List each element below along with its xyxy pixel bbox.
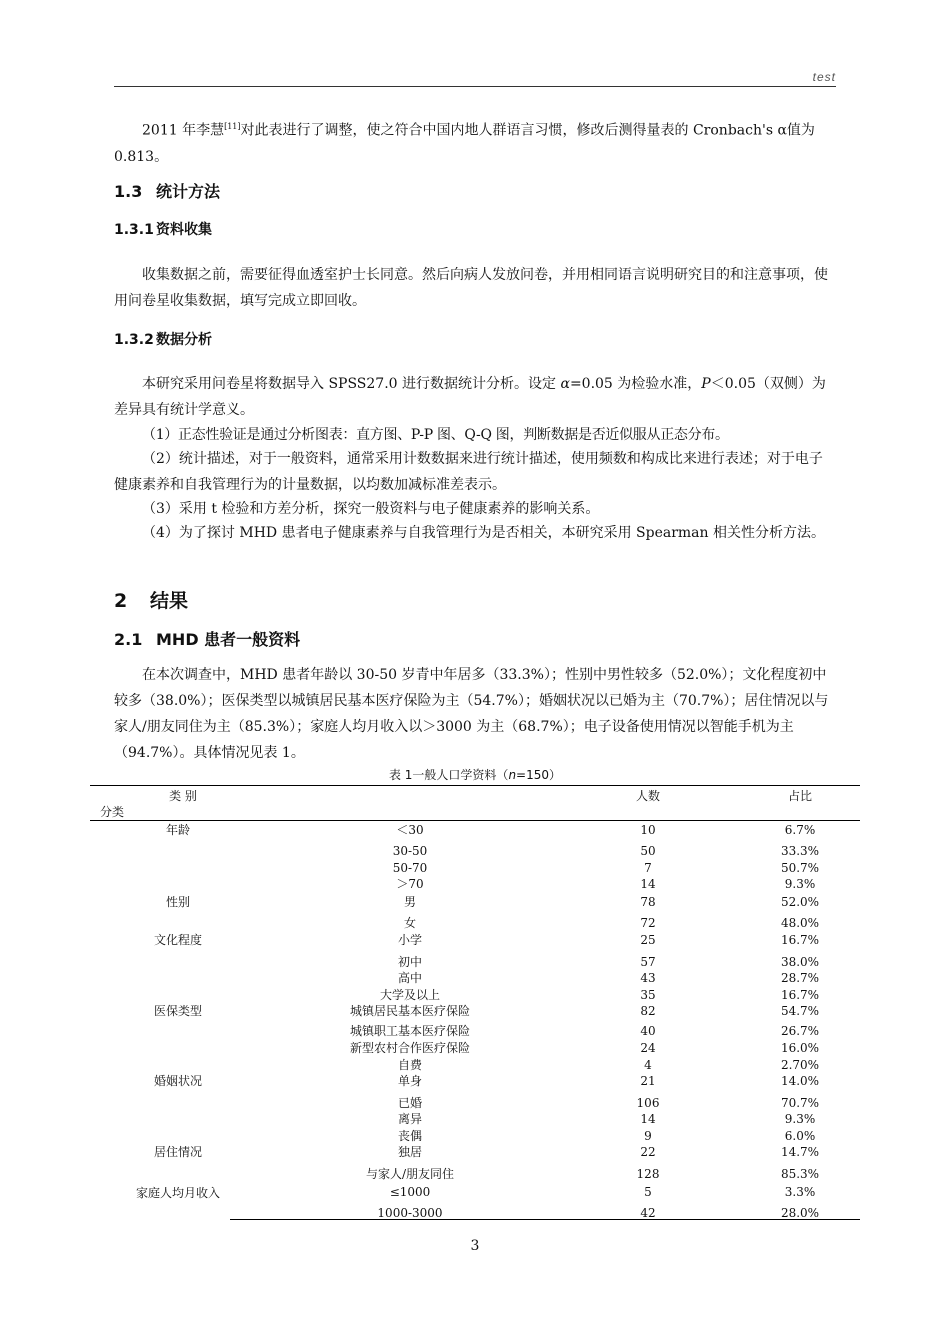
row-count: 42	[640, 1206, 656, 1220]
table-top-rule	[90, 785, 860, 786]
row-count: 82	[640, 1004, 656, 1018]
section-title: 资料收集	[156, 222, 212, 238]
citation-superscript: [11]	[224, 122, 241, 131]
row-count: 21	[640, 1074, 656, 1088]
section-title: MHD 患者一般资料	[156, 630, 301, 649]
row-count: 43	[640, 971, 656, 985]
row-label: 独居	[397, 1145, 422, 1159]
row-percent: 9.3%	[784, 877, 816, 891]
table-group-label: 性别	[165, 895, 190, 909]
caption-n: n	[508, 768, 517, 782]
table-header-count: 人数	[635, 789, 660, 803]
row-label: 自费	[397, 1058, 422, 1072]
row-label: 与家人/朋友同住	[365, 1167, 455, 1181]
running-header: test	[812, 70, 836, 84]
row-label: 30-50	[392, 844, 428, 858]
row-percent: 54.7%	[780, 1004, 820, 1018]
row-label: 50-70	[392, 861, 428, 875]
row-percent: 28.0%	[780, 1206, 820, 1220]
row-count: 72	[640, 916, 656, 930]
row-label: ＜30	[396, 823, 424, 837]
row-count: 40	[640, 1024, 656, 1038]
row-count: 14	[640, 877, 656, 891]
row-count: 128	[636, 1167, 660, 1181]
row-label: ≤1000	[389, 1185, 431, 1199]
row-label: 城镇职工基本医疗保险	[349, 1024, 470, 1038]
row-percent: 50.7%	[780, 861, 820, 875]
analysis-text-c: ＜0.05（双侧）为差异具有统计学意义。	[114, 376, 826, 418]
intro-text-a: 2011 年李慧	[142, 122, 225, 139]
row-percent: 48.0%	[780, 916, 820, 930]
row-label: 小学	[397, 933, 422, 947]
row-count: 7	[644, 861, 652, 875]
table-header-rule	[90, 820, 860, 821]
row-percent: 9.3%	[784, 1112, 816, 1126]
row-percent: 14.7%	[780, 1145, 820, 1159]
list-item-4: （4）为了探讨 MHD 患者电子健康素养与自我管理行为是否相关，本研究采用 Spearman 相关性分析方法。	[142, 525, 825, 541]
row-percent: 16.7%	[780, 988, 820, 1002]
row-percent: 6.0%	[784, 1129, 816, 1143]
row-count: 4	[644, 1058, 652, 1072]
row-count: 35	[640, 988, 656, 1002]
row-label: 初中	[397, 955, 422, 969]
table-header-ratio: 占比	[787, 789, 812, 803]
analysis-text-a: 本研究采用问卷星将数据导入 SPSS27.0 进行数据统计分析。设定	[142, 376, 561, 392]
row-percent: 33.3%	[780, 844, 820, 858]
row-count: 24	[640, 1041, 656, 1055]
row-count: 14	[640, 1112, 656, 1126]
row-count: 57	[640, 955, 656, 969]
row-percent: 16.7%	[780, 933, 820, 947]
alpha-symbol: α	[560, 376, 570, 392]
row-label: 1000-3000	[377, 1206, 443, 1220]
row-label: 丧偶	[397, 1129, 422, 1143]
p-symbol: P	[701, 376, 711, 392]
table-caption	[0, 766, 950, 783]
row-count: 9	[644, 1129, 652, 1143]
row-label: 女	[403, 916, 416, 930]
row-label: 已婚	[397, 1096, 422, 1110]
row-percent: 16.0%	[780, 1041, 820, 1055]
section-heading-1-3-1	[114, 219, 212, 239]
row-count: 50	[640, 844, 656, 858]
row-percent: 26.7%	[780, 1024, 820, 1038]
row-label: 新型农村合作医疗保险	[349, 1041, 470, 1055]
row-percent: 52.0%	[780, 895, 820, 909]
row-label: 离异	[397, 1112, 422, 1126]
intro-text-b: 对此表进行了调整，使之符合中国内地人群语言习惯，修改后测得量表的 Cronbach's α值为0.813。	[114, 122, 815, 165]
section-title: 数据分析	[156, 332, 212, 348]
row-count: 106	[636, 1096, 660, 1110]
section-title: 结果	[150, 590, 189, 612]
row-count: 22	[640, 1145, 656, 1159]
row-count: 78	[640, 895, 656, 909]
row-label: 单身	[397, 1074, 422, 1088]
section-number: 1.3	[114, 182, 143, 201]
row-percent: 85.3%	[780, 1167, 820, 1181]
table-header-category: 类 别	[169, 789, 197, 803]
table-group-label: 居住情况	[153, 1145, 202, 1159]
section-number: 2	[114, 590, 128, 612]
row-label: ＞70	[396, 877, 424, 891]
caption-suffix: =150）	[516, 768, 562, 782]
section-heading-2	[114, 586, 188, 613]
section-heading-1-3-2	[114, 329, 212, 349]
row-count: 25	[640, 933, 656, 947]
row-percent: 38.0%	[780, 955, 820, 969]
data-collection-paragraph: 收集数据之前，需要征得血透室护士长同意。然后向病人发放问卷，并用相同语言说明研究目的和注意事项，使用问卷星收集数据，填写完成立即回收。	[114, 267, 828, 309]
table-group-label: 医保类型	[153, 1004, 202, 1018]
data-analysis-paragraph	[114, 371, 836, 423]
table-group-label: 文化程度	[153, 933, 202, 947]
row-percent: 14.0%	[780, 1074, 820, 1088]
row-label: 大学及以上	[379, 988, 440, 1002]
caption-prefix: 表 1一般人口学资料（	[388, 768, 509, 782]
row-percent: 70.7%	[780, 1096, 820, 1110]
row-percent: 2.70%	[780, 1058, 820, 1072]
row-count: 10	[640, 823, 656, 837]
row-percent: 28.7%	[780, 971, 820, 985]
header-rule	[114, 86, 836, 87]
section-number: 1.3.1	[114, 222, 154, 238]
section-number: 1.3.2	[114, 332, 154, 348]
results-paragraph: 在本次调查中，MHD 患者年龄以 30-50 岁青中年居多（33.3%）；性别中男性较多（52.0%）；文化程度初中较多（38.0%）；医保类型以城镇居民基本医疗保险为主（54.7%）；婚姻状况以已婚为主（70.7%）；居住情况以与家人/朋友同住为主（85.3%）；家庭人均月收入以＞3000 为主（68.7%）；电子设备使用情况以智能手机为主（94.7%）。具体情况见表 1。	[114, 667, 829, 761]
table-group-label: 家庭人均月收入	[135, 1186, 220, 1200]
list-item-2: （2）统计描述，对于一般资料，通常采用计数数据来进行统计描述，使用频数和构成比来进行表述；对于电子健康素养和自我管理行为的计量数据，以均数加减标准差表示。	[114, 451, 823, 493]
row-percent: 6.7%	[784, 823, 816, 837]
row-label: 高中	[397, 971, 422, 985]
row-label: 城镇居民基本医疗保险	[349, 1004, 470, 1018]
analysis-text-b: =0.05 为检验水准，	[569, 376, 702, 392]
row-label: 男	[403, 895, 416, 909]
list-item-1: （1）正态性验证是通过分析图表：直方图、P-P 图、Q-Q 图，判断数据是否近似服从正态分布。	[142, 427, 729, 443]
intro-paragraph	[114, 114, 836, 170]
section-number: 2.1	[114, 630, 143, 649]
table-header-class: 分类	[100, 805, 125, 819]
page-number: 3	[470, 1238, 480, 1254]
table-group-label: 婚姻状况	[153, 1074, 202, 1088]
section-heading-1-3	[114, 179, 220, 202]
table-group-label: 年龄	[165, 823, 190, 837]
row-percent: 3.3%	[784, 1185, 816, 1199]
section-title: 统计方法	[156, 182, 221, 201]
section-heading-2-1	[114, 627, 300, 650]
row-count: 5	[644, 1185, 652, 1199]
list-item-3: （3）采用 t 检验和方差分析，探究一般资料与电子健康素养的影响关系。	[142, 501, 600, 517]
